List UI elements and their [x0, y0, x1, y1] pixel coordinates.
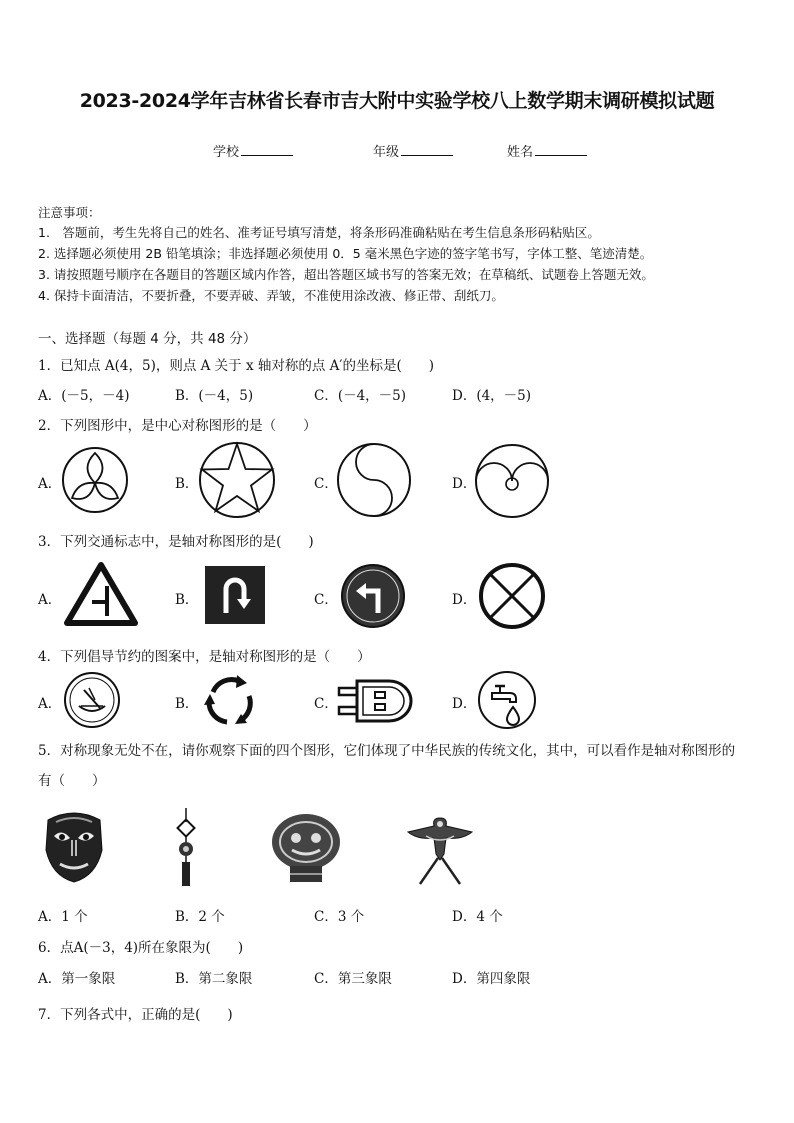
star-circle-figure[interactable] — [198, 441, 276, 519]
q2-option-c[interactable]: C． — [314, 476, 338, 492]
notice-item: 3. 请按照题号顺序在各题目的答题区域内作答，超出答题区域书写的答案无效；在草稿纸、试题卷上答题无效。 — [38, 267, 654, 282]
plug-icon[interactable] — [335, 673, 417, 729]
q2-option-a[interactable]: A． — [38, 476, 62, 492]
recycle-arrows-icon[interactable] — [199, 670, 261, 732]
q6-option-d[interactable]: D．第四象限 — [452, 971, 531, 987]
t-junction-warning-sign[interactable] — [64, 562, 138, 626]
grade-field[interactable] — [373, 141, 453, 160]
q5-option-c[interactable]: C．3 个 — [314, 909, 365, 925]
trefoil-circle-figure[interactable] — [60, 443, 130, 517]
question-6-stem: 6．点A(－3，4)所在象限为( ) — [38, 940, 244, 956]
q6-option-a[interactable]: A．第一象限 — [38, 971, 116, 987]
auspicious-pattern-image[interactable] — [268, 810, 344, 884]
q3-option-a[interactable]: A． — [38, 592, 62, 608]
question-5-stem-line2: 有（ ） — [38, 773, 106, 789]
q4-option-a[interactable]: A． — [38, 696, 62, 712]
question-5-stem: 5．对称现象无处不在，请你观察下面的四个图形，它们体现了中华民族的传统文化，其中，可以看作是轴对称图形的 — [38, 743, 736, 759]
question-3-stem: 3．下列交通标志中，是轴对称图形的是( ) — [38, 534, 314, 550]
swallow-kite-image[interactable] — [404, 810, 476, 886]
q3-option-b[interactable]: B． — [175, 592, 199, 608]
q3-option-c[interactable]: C． — [314, 592, 338, 608]
section-heading: 一、选择题（每题 4 分，共 48 分） — [38, 331, 257, 347]
q1-option-a[interactable]: A．(－5，－4) — [38, 388, 130, 404]
q1-option-d[interactable]: D．(4，－5) — [452, 388, 532, 404]
water-faucet-icon[interactable] — [476, 669, 538, 731]
page-title: 2023-2024学年吉林省长春市吉大附中实验学校八上数学期末调研模拟试题 — [79, 90, 715, 112]
heart-circle-figure[interactable] — [474, 443, 550, 519]
grade-blank — [401, 143, 453, 156]
q5-option-d[interactable]: D．4 个 — [452, 909, 503, 925]
school-blank — [241, 143, 293, 156]
no-stopping-sign[interactable] — [477, 561, 547, 631]
q5-option-a[interactable]: A．1 个 — [38, 909, 88, 925]
q2-option-b[interactable]: B． — [175, 476, 199, 492]
notice-heading: 注意事项： — [38, 205, 101, 220]
name-field[interactable] — [507, 141, 587, 160]
notice-item: 2. 选择题必须使用 2B 铅笔填涂；非选择题必须使用 0．5 毫米黑色字迹的签字笔书写，字体工整、笔迹清楚。 — [38, 246, 653, 261]
q1-option-c[interactable]: C．(－4，－5) — [314, 388, 407, 404]
opera-mask-image[interactable] — [42, 810, 106, 884]
name-label: 姓名 — [507, 145, 534, 160]
chinese-knot-image[interactable] — [173, 808, 199, 888]
q4-option-d[interactable]: D． — [452, 696, 477, 712]
school-label: 学校 — [213, 145, 240, 160]
question-7-stem: 7．下列各式中，正确的是( ) — [38, 1007, 233, 1023]
turn-left-sign[interactable] — [340, 563, 406, 629]
question-1-stem: 1．已知点 A(4，5)，则点 A 关于 x 轴对称的点 A′的坐标是( ) — [38, 358, 435, 374]
q3-option-d[interactable]: D． — [452, 592, 477, 608]
q1-option-b[interactable]: B．(－4，5) — [175, 388, 254, 404]
school-field[interactable] — [213, 141, 293, 160]
save-food-icon[interactable] — [62, 670, 122, 730]
notice-item: 1. 答题前，考生先将自己的姓名、准考证号填写清楚，将条形码准确粘贴在考生信息条形码粘贴区。 — [38, 225, 600, 240]
question-4-stem: 4．下列倡导节约的图案中，是轴对称图形的是（ ） — [38, 649, 371, 665]
q2-option-d[interactable]: D． — [452, 476, 477, 492]
yin-yang-figure[interactable] — [336, 442, 412, 518]
q6-option-c[interactable]: C．第三象限 — [314, 971, 392, 987]
q6-option-b[interactable]: B．第二象限 — [175, 971, 253, 987]
u-turn-sign[interactable] — [204, 565, 266, 625]
q5-option-b[interactable]: B．2 个 — [175, 909, 225, 925]
notice-item: 4. 保持卡面清洁，不要折叠，不要弄破、弄皱，不准使用涂改液、修正带、刮纸刀。 — [38, 288, 504, 303]
q4-option-b[interactable]: B． — [175, 696, 199, 712]
grade-label: 年级 — [373, 145, 400, 160]
q4-option-c[interactable]: C． — [314, 696, 338, 712]
question-2-stem: 2．下列图形中，是中心对称图形的是（ ） — [38, 418, 317, 434]
name-blank — [535, 143, 587, 156]
